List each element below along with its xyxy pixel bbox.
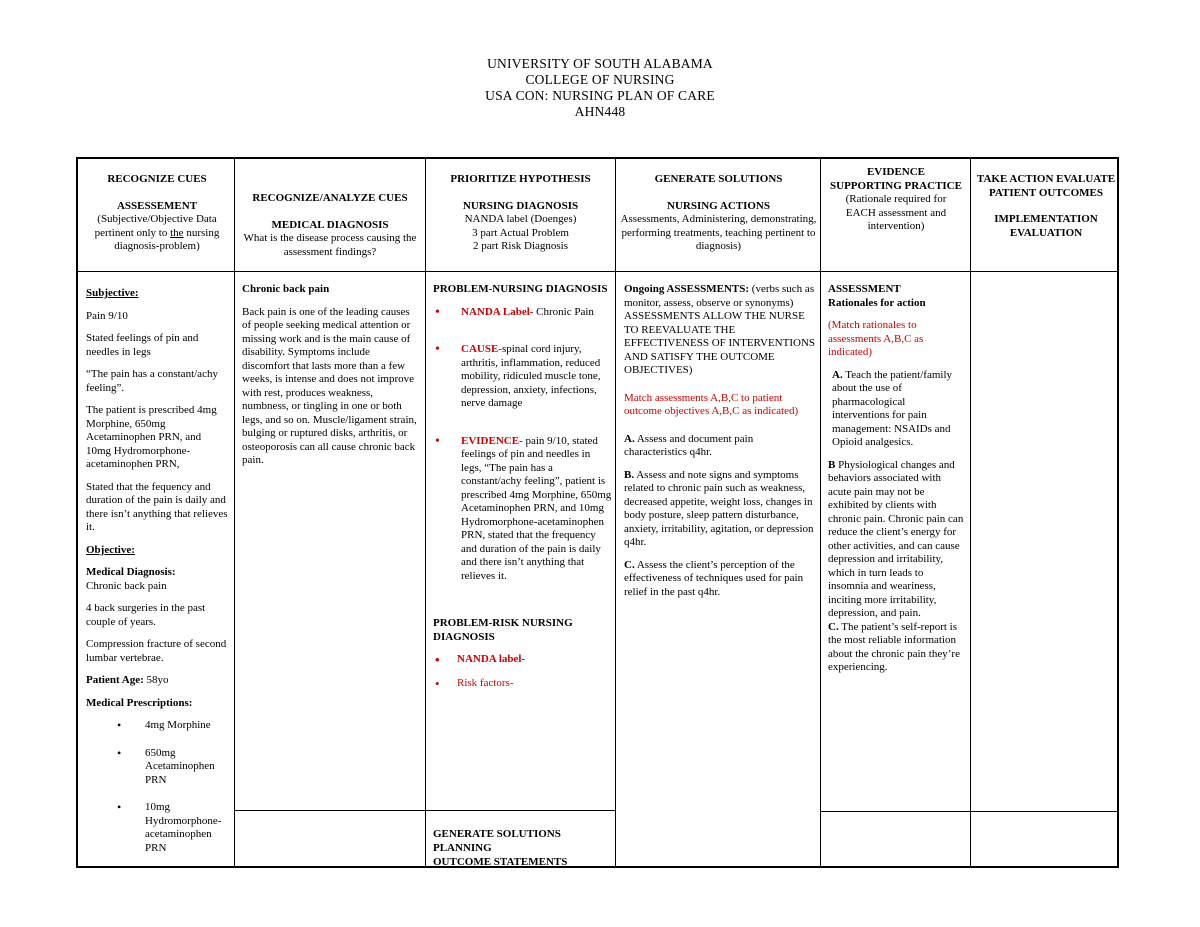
ongoing-assessments: Ongoing ASSESSMENTS: (verbs such as monitor, assess, observe or synonyms) ASSESSMENTS ALLOW THE NURSE TO REEVALUATE THE EFFECTIVENESS OF INTERVENTIONS AND SATISFY THE OUTCOME OBJECTIVES) [624, 283, 816, 376]
column-subtitle: NURSING ACTIONS [667, 199, 770, 212]
column-desc-line: 2 part Risk Diagnosis [472, 240, 569, 252]
assessment-c: C. Assess the client’s perception of the effectiveness of techniques used for pain relief in the past q4hr. [624, 558, 804, 598]
column-subtitle: ASSESSEMENT [116, 199, 198, 212]
column-title: GENERATE SOLUTIONS [654, 173, 783, 185]
row-divider [820, 811, 1119, 812]
col-divider [234, 159, 235, 866]
risk-list [433, 653, 613, 690]
risk-heading: PROBLEM-RISK NURSING DIAGNOSIS [433, 617, 573, 643]
subjective-item: The patient is prescribed 4mg Morphine, 650mg Acetaminophen PRN, and 10mg Hydromorphone-acetaminophen PRN, [86, 404, 217, 470]
list-item: • EVIDENCE- pain 9/10, stated feelings of pin and needles in legs, “The pain has a constant/achy feeling”, patient is prescribed 4mg Morphine, 650mg Acetaminophen PRN, and 10mg Hydromorphone-acetaminophen PRN, stated that the frequency and duration of the pain is daily and there isn’t anything that relieves it. [433, 435, 613, 584]
match-note: Match assessments A,B,C to patient outcome objectives A,B,C as indicated) [624, 391, 799, 417]
column-title: TAKE ACTION EVALUATE PATIENT OUTCOMES [976, 173, 1116, 199]
list-item: • 650mg Acetaminophen PRN [117, 747, 228, 788]
assessment-a: A. Assess and document pain characteristics q4hr. [624, 432, 754, 458]
column-subtitle: NURSING DIAGNOSIS [462, 199, 579, 212]
medical-diagnosis-value: Chronic back pain [86, 579, 167, 592]
prescriptions-heading: Medical Prescriptions: [86, 696, 193, 709]
column-title: EVIDENCE SUPPORTING PRACTICE [830, 166, 962, 192]
problem-heading: PROBLEM-NURSING DIAGNOSIS [433, 283, 608, 295]
column-title: RECOGNIZE CUES [107, 173, 207, 185]
care-plan-table [76, 157, 1119, 868]
diagnosis-title: Chronic back pain [242, 283, 330, 295]
nursing-diagnosis-cell [433, 283, 613, 700]
plan-title: USA CON: NURSING PLAN OF CARE [485, 88, 715, 103]
objective-item: 4 back surgeries in the past couple of years. [86, 602, 206, 628]
list-item: • Risk factors- [433, 677, 613, 691]
header-generate-solutions [619, 173, 818, 254]
list-item: • NANDA Label- Chronic Pain [433, 306, 613, 320]
header-evidence-practice [830, 166, 962, 234]
planning-heading: PLANNING [433, 842, 492, 854]
nursing-actions-cell [624, 283, 816, 608]
document-header [0, 56, 1200, 120]
university-name: UNIVERSITY OF SOUTH ALABAMA [487, 56, 713, 71]
column-desc: What is the disease process causing the assessment findings? [243, 232, 417, 258]
column-title: RECOGNIZE/ANALYZE CUES [252, 192, 408, 204]
list-item: • NANDA label- [433, 653, 613, 667]
assessment-b: B. Assess and note signs and symptoms related to chronic pain such as weakness, decreased appetite, weight loss, changes in body posture, sleep pattern disturbance, anxiety, irritability, agitation, or depression q4hr. [624, 468, 814, 548]
medical-diagnosis-heading: Medical Diagnosis: [86, 566, 176, 578]
list-item: • 10mg Hydromorphone-acetaminophen PRN [117, 801, 228, 855]
planning-cell [433, 827, 613, 869]
patient-age: Patient Age: 58yo [86, 674, 169, 686]
header-take-action [976, 173, 1116, 240]
pain-score: Pain 9/10 [86, 309, 128, 322]
planning-heading: GENERATE SOLUTIONS [433, 828, 561, 840]
problem-list [433, 306, 613, 584]
objective-item: Compression fracture of second lumbar vertebrae. [86, 638, 227, 664]
objective-heading: Objective: [86, 543, 135, 556]
planning-heading: OUTCOME STATEMENTS [433, 856, 568, 868]
rationale-b: B Physiological changes and behaviors associated with acute pain may not be exhibited by clients with chronic pain. Chronic pain can reduce the client’s energy for other activities, and can cause depression and irritability, which in turn leads to insomnia and weariness, inciting more irritability, depression, and pain. [828, 458, 964, 619]
row-divider [234, 810, 616, 811]
rationale-a: A. Teach the patient/family about the use of pharmacological interventions for pain management: NSAIDs and Opioid analgesics. [832, 368, 952, 448]
medical-diagnosis-cell [242, 283, 420, 468]
column-subtitle: IMPLEMENTATION EVALUATION [994, 213, 1098, 239]
col-divider [820, 159, 821, 866]
college-name: COLLEGE OF NURSING [525, 72, 675, 87]
header-prioritize-hypothesis [429, 173, 612, 254]
header-recognize-cues [82, 173, 232, 254]
course-code: AHN448 [574, 104, 626, 119]
subjective-item: Stated feelings of pin and needles in legs [86, 332, 199, 358]
subjective-item: Stated that the fequency and duration of the pain is daily and there isn’t anything that relieves it. [86, 480, 228, 533]
header-analyze-cues [238, 192, 422, 259]
subjective-heading: Subjective: [86, 287, 139, 299]
column-desc: (Subjective/Objective Data pertinent only to the nursing diagnosis-problem) [94, 213, 220, 252]
diagnosis-description: Back pain is one of the leading causes of people seeking medical attention or missing work and is the main cause of disability. Symptoms include discomfort that lasts more than a few weeks, is intense and does not improve with rest, produces weakness, numbness, or tingling in one or both legs, and so on. Muscle/ligament strain, bulging or ruptured disks, arthritis, or osteoporosis can all cause chronic back pain. [242, 305, 417, 466]
prescriptions-list [86, 719, 228, 855]
assessment-cell [86, 287, 228, 869]
col-divider [970, 159, 971, 866]
column-desc: (Rationale required for EACH assessment and intervention) [845, 193, 947, 232]
list-item: • CAUSE-spinal cord injury, arthritis, inflammation, reduced mobility, ridiculed muscle tone, depression, anxiety, infections, nerve damage [433, 343, 613, 411]
match-note: (Match rationales to assessments A,B,C as indicated) [828, 319, 924, 358]
col-divider [615, 159, 616, 866]
column-desc: Assessments, Administering, demonstrating, performing treatments, teaching pertinent to diagnosis) [620, 213, 817, 252]
header-row-divider [78, 271, 1117, 272]
column-subtitle: MEDICAL DIAGNOSIS [271, 218, 389, 231]
column-title: PRIORITIZE HYPOTHESIS [450, 173, 591, 185]
list-item: • 4mg Morphine [117, 719, 228, 733]
rationale-heading: ASSESSMENT [828, 283, 901, 295]
rationales-cell [828, 283, 964, 675]
rationale-subheading: Rationales for action [828, 296, 926, 309]
column-desc-line: NANDA label (Doenges) [464, 213, 577, 225]
column-desc-line: 3 part Actual Problem [472, 226, 569, 239]
col-divider [425, 159, 426, 866]
patient-quote: “The pain has a constant/achy feeling”. [86, 368, 218, 394]
rationale-c: C. The patient’s self-report is the most reliable information about the chronic pain they’re experiencing. [828, 620, 960, 673]
